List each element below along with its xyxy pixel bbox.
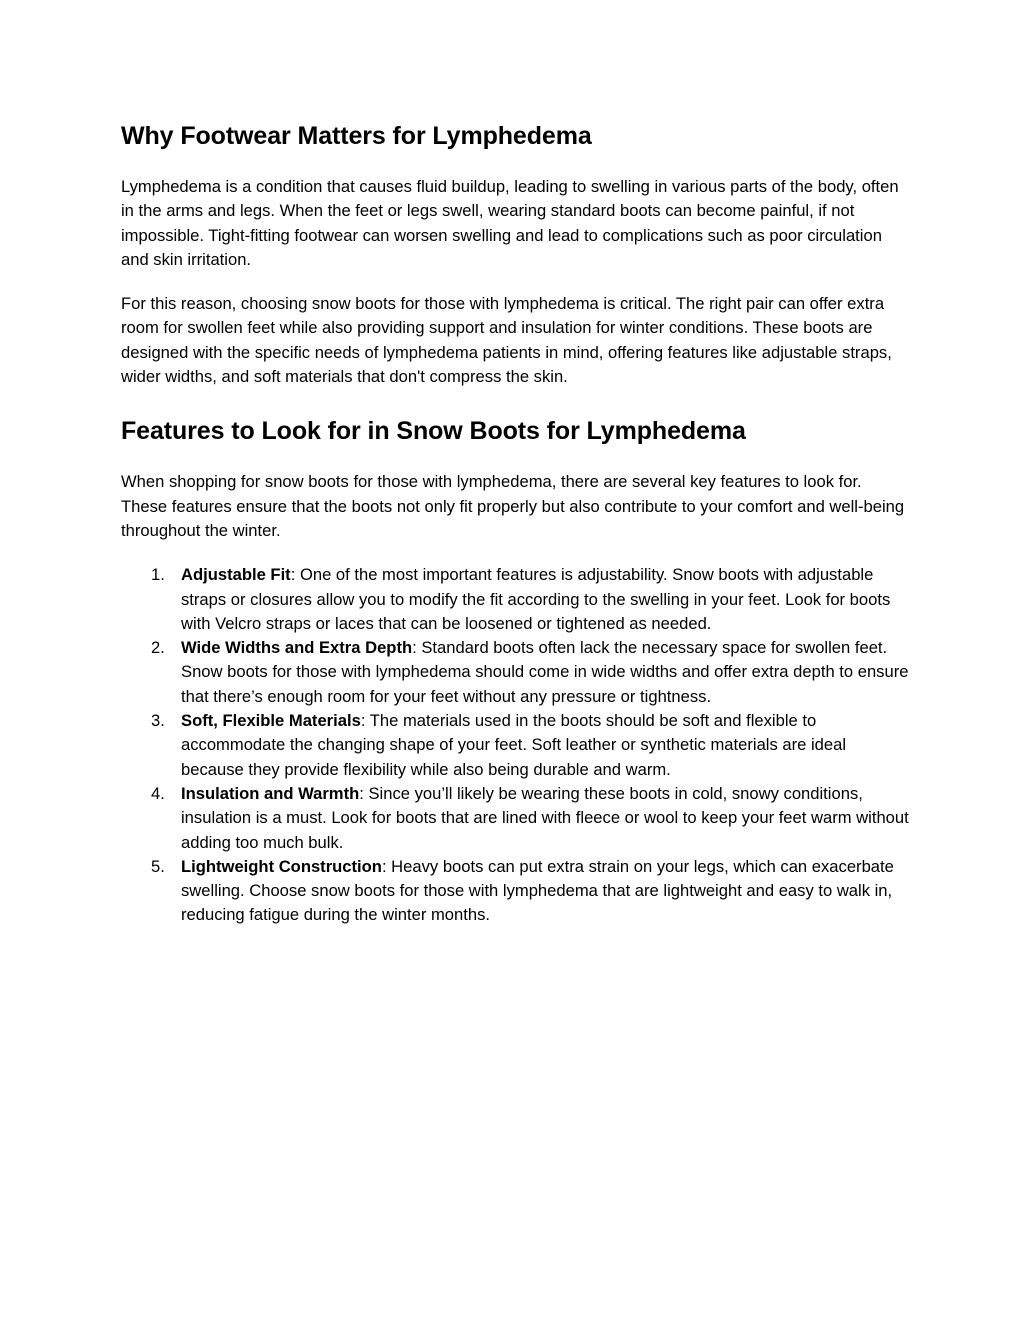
list-item-text: : Standard boots often lack the necessary space for swollen feet. Snow boots for those with lymphedema should come in wide widths and offer extra depth to ensure that there’s enough room for your feet without any pressure or tightness.: [181, 638, 909, 706]
paragraph-lymphedema-intro: Lymphedema is a condition that causes fluid buildup, leading to swelling in various parts of the body, often in the arms and legs. When the feet or legs swell, wearing standard boots can become painful, if not impossible. Tight-fitting footwear can worsen swelling and lead to complications such as poor circulation and skin irritation.: [121, 177, 899, 269]
list-item-title: Lightweight Construction: [181, 856, 382, 876]
section-heading-footwear: Why Footwear Matters for Lymphedema: [121, 122, 592, 150]
list-number: 4.: [151, 783, 165, 803]
list-number: 3.: [151, 711, 165, 731]
list-number: 2.: [151, 638, 165, 658]
list-item-text: : The materials used in the boots should be soft and flexible to accommodate the changing shape of your feet. Soft leather or synthetic materials are ideal because they provide flexibility while also being durable and warm.: [181, 711, 847, 779]
list-item: [121, 636, 911, 709]
list-item-title: Insulation and Warmth: [181, 783, 360, 803]
features-list: [121, 563, 911, 927]
list-item-title: Soft, Flexible Materials: [181, 711, 361, 731]
paragraph-features-intro: When shopping for snow boots for those with lymphedema, there are several key features to look for. These features ensure that the boots not only fit properly but also contribute to your comfort and well-being throughout the winter.: [121, 472, 905, 540]
list-item-title: Adjustable Fit: [181, 565, 291, 585]
document-page: [121, 118, 911, 928]
section-heading-features: Features to Look for in Snow Boots for Lymphedema: [121, 417, 746, 446]
list-item: [121, 709, 911, 782]
list-item-title: Wide Widths and Extra Depth: [181, 638, 413, 658]
list-number: 1.: [151, 565, 165, 585]
list-item-text: : One of the most important features is adjustability. Snow boots with adjustable straps or closures allow you to modify the fit according to the swelling in your feet. Look for boots with Velcro straps or laces that can be loosened or tightened as needed.: [181, 565, 891, 633]
list-item-text: : Heavy boots can put extra strain on your legs, which can exacerbate swelling. Choose snow boots for those with lymphedema that are lightweight and easy to walk in, reducing fatigue during the winter months.: [181, 856, 894, 925]
paragraph-reason: For this reason, choosing snow boots for those with lymphedema is critical. The right pair can offer extra room for swollen feet while also providing support and insulation for winter conditions. These boots are designed with the specific needs of lymphedema patients in mind, offering features like adjustable straps, wider widths, and soft materials that don't compress the skin.: [121, 294, 892, 387]
list-item: [121, 855, 911, 928]
list-item: [121, 563, 911, 636]
list-item-text: : Since you’ll likely be wearing these boots in cold, snowy conditions, insulation is a must. Look for boots that are lined with fleece or wool to keep your feet warm without adding too much bulk.: [181, 783, 909, 852]
list-number: 5.: [151, 856, 165, 876]
list-item: [121, 782, 911, 855]
